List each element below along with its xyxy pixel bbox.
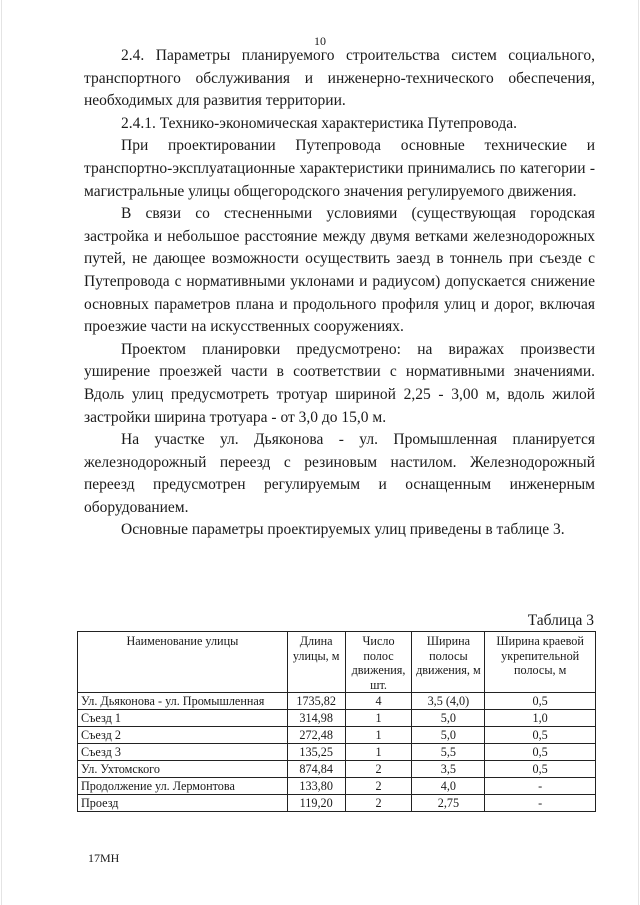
cell-street-length: 314,98 xyxy=(287,710,345,727)
cell-lane-width: 3,5 xyxy=(412,761,485,778)
cell-street-length: 133,80 xyxy=(287,778,345,795)
header-lane-width: Ширина полосы движения, м xyxy=(412,632,485,693)
page-left-edge xyxy=(1,0,2,905)
paragraph-constraints: В связи со стесненными условиями (существующая городская застройка и небольшое расстояние между двумя ветками железнодорожных путей, не дающее возможности осуществить заезд в тоннель при съезде с Путепровода с нормативными уклонами и радиусом) допускается снижение основных параметров плана и продольного профиля улиц и дорог, включая проезжие части на искусственных сооружениях. xyxy=(84,205,595,336)
cell-edge-strip-width: 0,5 xyxy=(485,693,596,710)
cell-edge-strip-width: 0,5 xyxy=(485,744,596,761)
cell-lane-count: 1 xyxy=(345,744,412,761)
cell-street-name: Съезд 3 xyxy=(78,744,288,761)
cell-lane-width: 5,5 xyxy=(412,744,485,761)
cell-street-name: Проезд xyxy=(78,795,288,812)
cell-street-name: Съезд 2 xyxy=(78,727,288,744)
cell-street-name: Ул. Дьяконова - ул. Промышленная xyxy=(78,693,288,710)
cell-lane-count: 2 xyxy=(345,795,412,812)
subsection-heading: 2.4.1. Технико-экономическая характеристика Путепровода. xyxy=(121,114,518,132)
cell-edge-strip-width: - xyxy=(485,795,596,812)
footer-code: 17МН xyxy=(88,851,120,865)
page-right-edge xyxy=(638,0,639,905)
cell-lane-width: 5,0 xyxy=(412,727,485,744)
table-header-row xyxy=(78,632,596,693)
header-street-length: Длина улицы, м xyxy=(287,632,345,693)
paragraph-table-reference: Основные параметры проектируемых улиц приведены в таблице 3. xyxy=(121,521,565,539)
cell-lane-count: 1 xyxy=(345,710,412,727)
table-row xyxy=(78,744,596,761)
cell-street-name: Продолжение ул. Лермонтова xyxy=(78,778,288,795)
cell-lane-count: 2 xyxy=(345,761,412,778)
cell-street-length: 874,84 xyxy=(287,761,345,778)
cell-edge-strip-width: 0,5 xyxy=(485,727,596,744)
table-row xyxy=(78,778,596,795)
cell-street-length: 1735,82 xyxy=(287,693,345,710)
cell-street-name: Съезд 1 xyxy=(78,710,288,727)
table-row xyxy=(78,795,596,812)
paragraph-planning: Проектом планировки предусмотрено: на виражах произвести уширение проезжей части в соответствии с нормативными значениями. Вдоль улиц предусмотреть тротуар шириной 2,25 - 3,00 м, вдоль жилой застройки ширина тротуара - от 3,0 до 15,0 м. xyxy=(84,340,595,426)
table-caption: Таблица 3 xyxy=(527,612,594,629)
cell-lane-count: 1 xyxy=(345,727,412,744)
table-row xyxy=(78,761,596,778)
table-row xyxy=(78,727,596,744)
cell-street-length: 119,20 xyxy=(287,795,345,812)
cell-edge-strip-width: - xyxy=(485,778,596,795)
cell-lane-width: 2,75 xyxy=(412,795,485,812)
cell-lane-count: 4 xyxy=(345,693,412,710)
cell-edge-strip-width: 0,5 xyxy=(485,761,596,778)
street-parameters-table xyxy=(77,631,596,812)
cell-lane-width: 5,0 xyxy=(412,710,485,727)
cell-street-name: Ул. Ухтомского xyxy=(78,761,288,778)
page-number: 10 xyxy=(314,34,326,48)
paragraph-railway-crossing: На участке ул. Дьяконова - ул. Промышленная планируется железнодорожный переезд с резиновым настилом. Железнодорожный переезд предусмотрен регулируемым и оснащенным инженерным оборудованием. xyxy=(84,431,595,516)
header-lane-count: Число полос движения, шт. xyxy=(345,632,412,693)
cell-street-length: 135,25 xyxy=(287,744,345,761)
body-text xyxy=(84,45,595,542)
cell-street-length: 272,48 xyxy=(287,727,345,744)
cell-lane-width: 3,5 (4,0) xyxy=(412,693,485,710)
table-row xyxy=(78,693,596,710)
cell-edge-strip-width: 1,0 xyxy=(485,710,596,727)
header-street-name: Наименование улицы xyxy=(78,632,288,693)
cell-lane-count: 2 xyxy=(345,778,412,795)
header-edge-strip-width: Ширина краевой укрепительной полосы, м xyxy=(485,632,596,693)
section-heading: 2.4. Параметры планируемого строительства систем социального, транспортного обслуживания и инженерно-технического обеспечения, необходимых для развития территории. xyxy=(84,47,595,110)
table-row xyxy=(78,710,596,727)
paragraph-characteristics: При проектировании Путепровода основные технические и транспортно-эксплуатационные характеристики принимались по категории - магистральные улицы общегородского значения регулируемого движения. xyxy=(84,137,595,200)
cell-lane-width: 4,0 xyxy=(412,778,485,795)
